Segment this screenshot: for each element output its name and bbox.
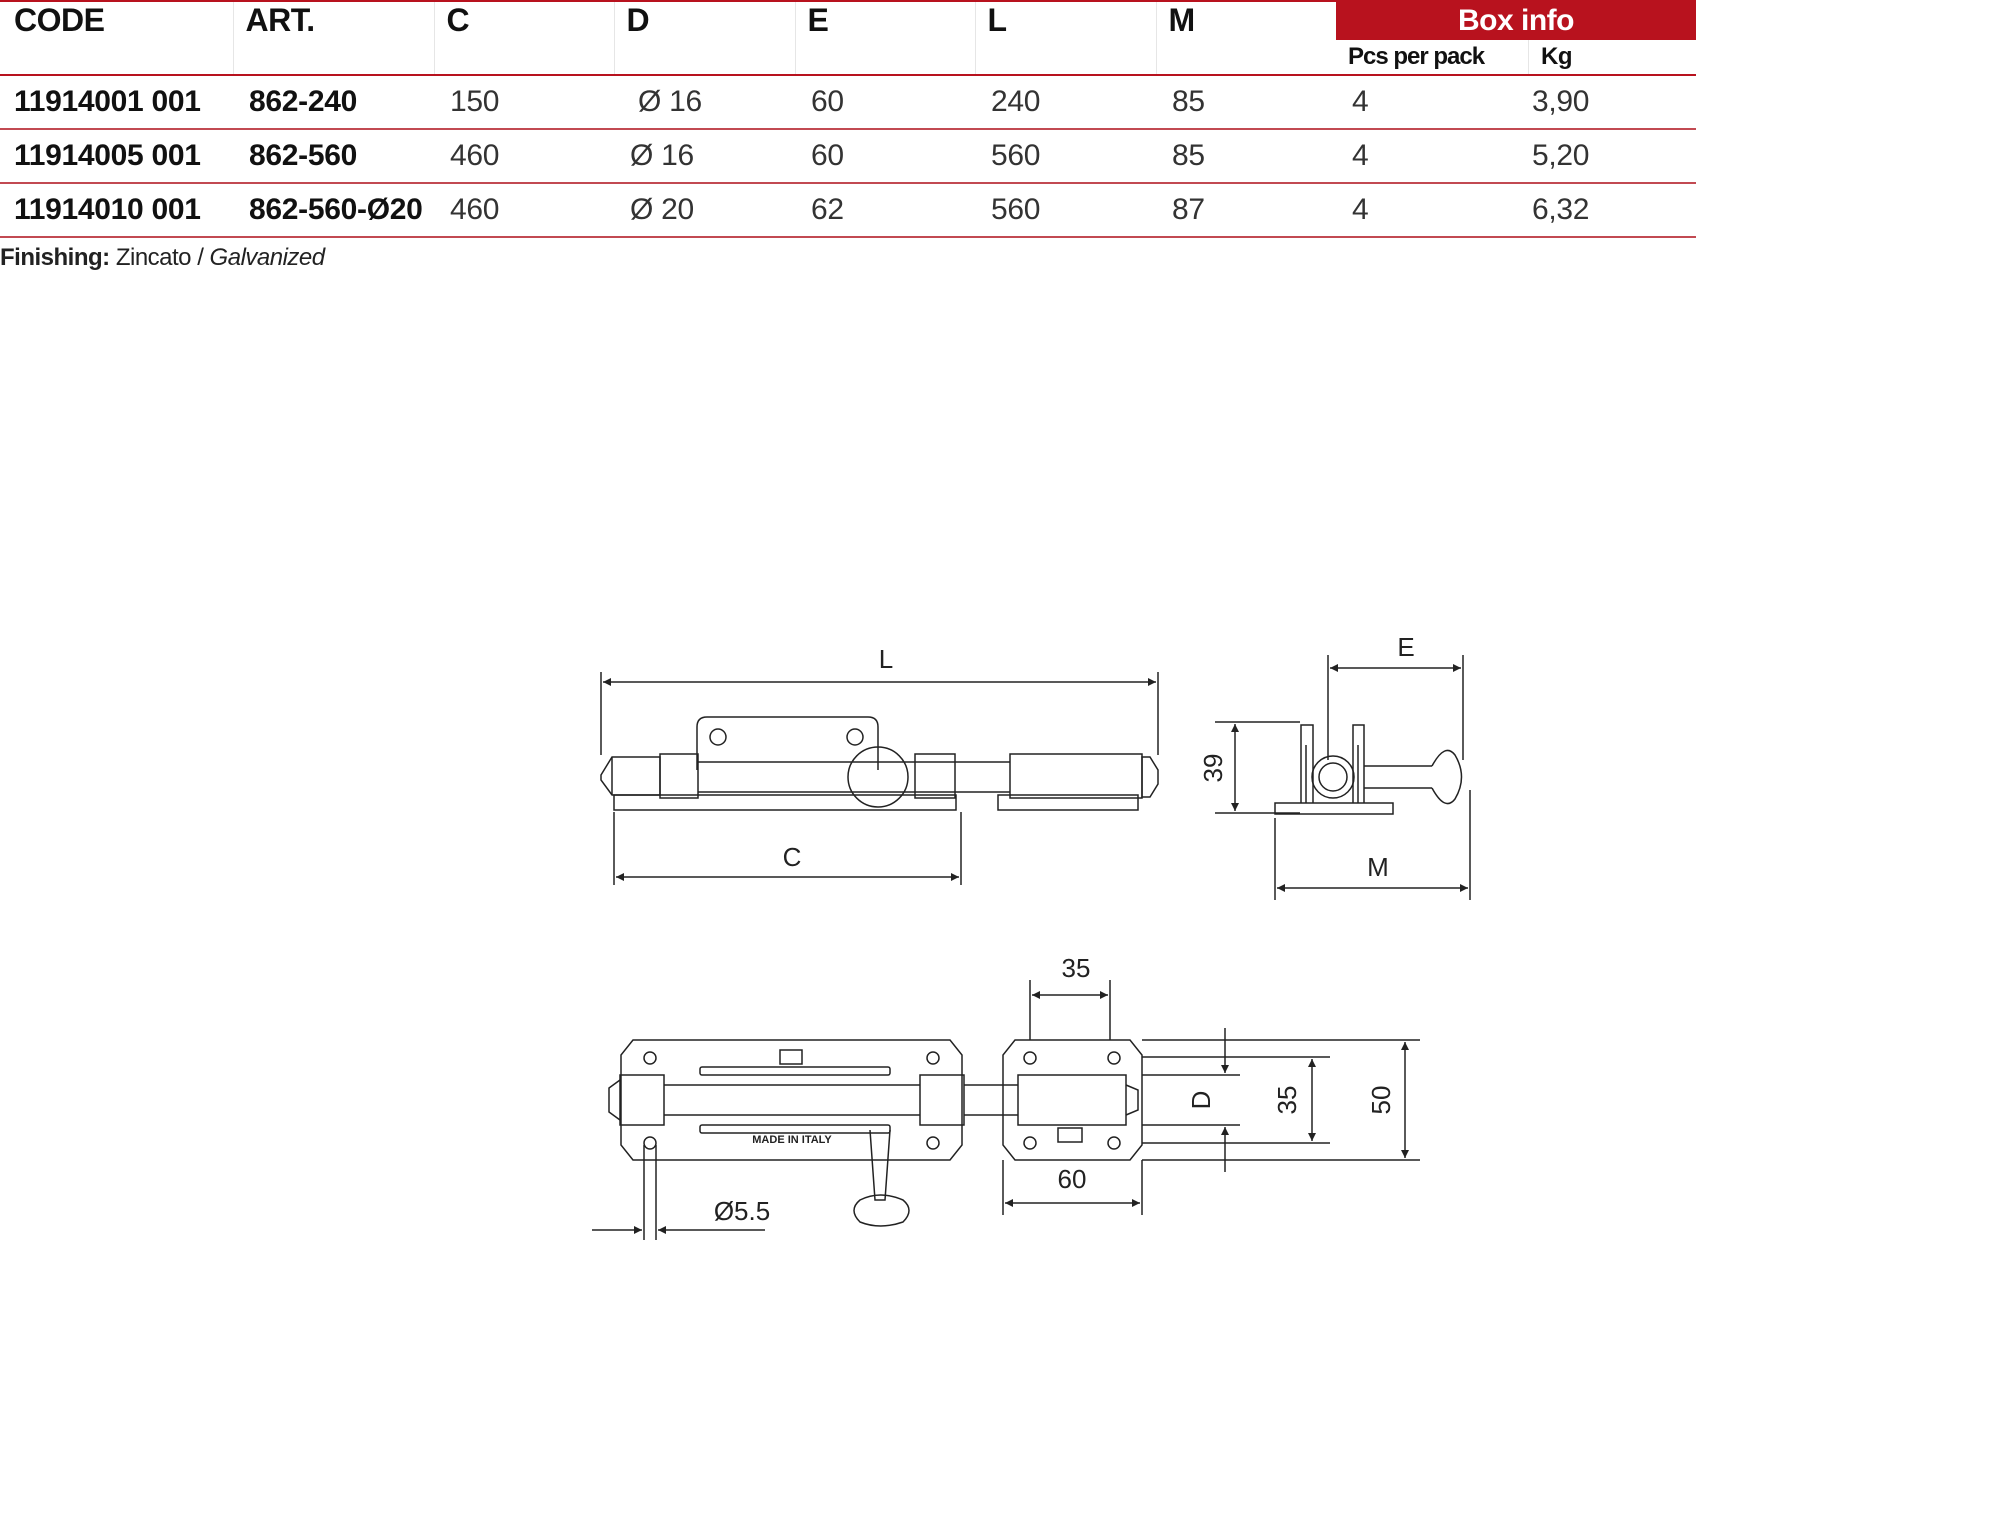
cell-e: 60 [795, 129, 975, 183]
dim-label-c: C [782, 842, 802, 872]
dim-label-m: M [1367, 852, 1389, 882]
header-d: D [614, 1, 795, 75]
finishing-english: Galvanized [209, 244, 325, 271]
header-art: ART. [233, 1, 434, 75]
made-in-italy-stamp: MADE IN ITALY [752, 1134, 832, 1146]
cell-code: 11914001 001 [0, 75, 233, 129]
finishing-label: Finishing: [0, 244, 110, 271]
finishing-separator: / [197, 244, 204, 271]
cell-kg: 5,20 [1516, 129, 1696, 183]
dim-label-35-side: 35 [1272, 1085, 1302, 1115]
header-pcs-per-pack: Pcs per pack [1336, 40, 1529, 74]
dim-label-d: D [1186, 1090, 1216, 1110]
dim-label-35-top: 35 [1061, 953, 1091, 983]
front-view [601, 672, 1158, 885]
box-info-title: Box info [1336, 2, 1696, 40]
cell-pcs: 4 [1336, 183, 1516, 237]
header-code: CODE [0, 1, 233, 75]
cell-c: 460 [434, 129, 614, 183]
cell-l: 240 [975, 75, 1156, 129]
cell-e: 60 [795, 75, 975, 129]
cell-c: 460 [434, 183, 614, 237]
header-c: C [434, 1, 614, 75]
cell-m: 85 [1156, 75, 1336, 129]
dim-label-50: 50 [1366, 1085, 1396, 1115]
header-kg: Kg [1541, 43, 1572, 70]
cell-m: 87 [1156, 183, 1336, 237]
cell-pcs: 4 [1336, 75, 1516, 129]
dim-label-l: L [878, 644, 894, 674]
cell-d: Ø 16 [614, 75, 795, 129]
cell-m: 85 [1156, 129, 1336, 183]
side-view [1215, 655, 1470, 900]
header-m: M [1156, 1, 1336, 75]
dim-label-60: 60 [1057, 1164, 1087, 1194]
cell-e: 62 [795, 183, 975, 237]
cell-c: 150 [434, 75, 614, 129]
header-e: E [795, 1, 975, 75]
header-l: L [975, 1, 1156, 75]
cell-code: 11914005 001 [0, 129, 233, 183]
dim-label-e: E [1397, 632, 1415, 662]
cell-pcs: 4 [1336, 129, 1516, 183]
cell-code: 11914010 001 [0, 183, 233, 237]
cell-art: 862-560-Ø20 [233, 183, 434, 237]
cell-d: Ø 20 [614, 183, 795, 237]
dim-label-hole: Ø5.5 [713, 1196, 771, 1226]
cell-l: 560 [975, 129, 1156, 183]
cell-art: 862-240 [233, 75, 434, 129]
dim-label-39: 39 [1198, 753, 1228, 783]
cell-kg: 6,32 [1516, 183, 1696, 237]
cell-kg: 3,90 [1516, 75, 1696, 129]
cell-l: 560 [975, 183, 1156, 237]
cell-art: 862-560 [233, 129, 434, 183]
finishing-italian: Zincato [115, 244, 192, 271]
cell-d: Ø 16 [614, 129, 795, 183]
